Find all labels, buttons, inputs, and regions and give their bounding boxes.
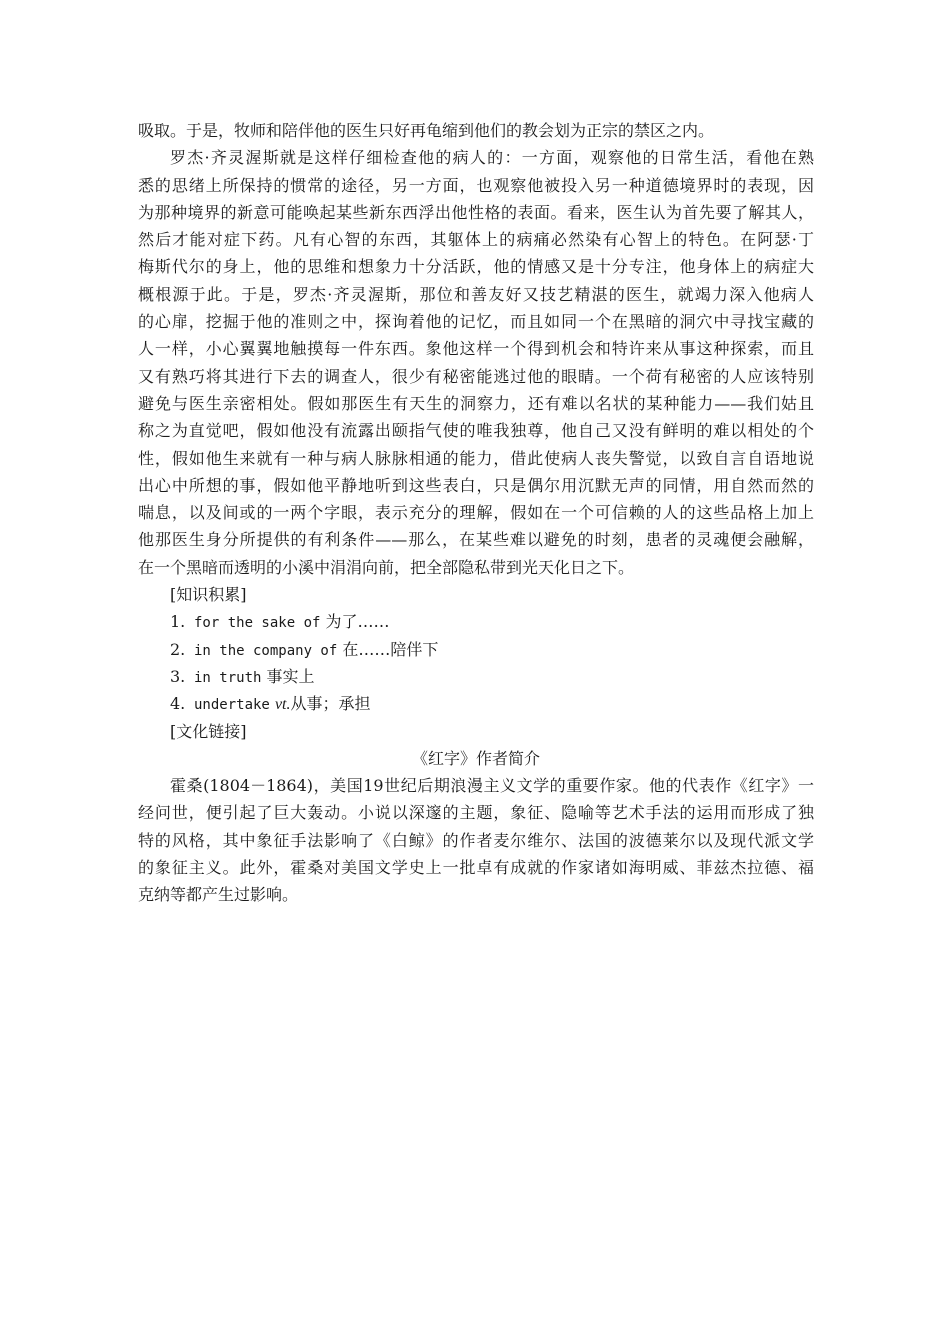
culture-title: 《红字》作者简介 [411, 748, 540, 768]
vocab-phrase: for the sake of [194, 615, 321, 632]
passage-line: 罗杰·齐灵渥斯就是这样仔细检查他的病人的：一方面，观察他的日常生活，看他在熟 [170, 148, 814, 168]
passage [138, 117, 814, 581]
passage-line: 喘息，以及间或的一两个字眼，表示充分的理解，假如在一个可信赖的人的这些品格上加上 [138, 503, 814, 523]
passage-line: 人一样，小心翼翼地触摸每一件东西。象他这样一个得到机会和特许来从事这种探索，而且 [138, 339, 814, 359]
passage-line: 梅斯代尔的身上，他的思维和想象力十分活跃，他的情感又是十分专注，他身体上的病症大 [138, 257, 814, 277]
vocab-item [138, 636, 814, 663]
vocab-phrase: undertake [194, 697, 270, 714]
document-page [138, 117, 814, 909]
vocab-phrase: in truth [194, 669, 262, 686]
passage-line: 他那医生身分所提供的有利条件——那么，在某些难以避免的时刻，患者的灵魂便会融解， [138, 530, 814, 550]
passage-line: 然后才能对症下药。凡有心智的东西，其躯体上的病痛必然染有心智上的特色。在阿瑟·丁 [138, 230, 814, 250]
vocab-meaning: 在……陪伴下 [342, 639, 439, 659]
vocab-number: 3. [170, 666, 186, 686]
vocab-number: 2. [170, 639, 186, 659]
vocab-part-of-speech: vt. [274, 696, 291, 714]
passage-line: 避免与医生亲密相处。假如那医生有天生的洞察力，还有难以名状的某种能力——我们姑且 [138, 393, 814, 413]
passage-line: 为那种境界的新意可能唤起某些新东西浮出他性格的表面。看来，医生认为首先要了解其人， [138, 202, 814, 222]
culture-line: 经问世，便引起了巨大轰动。小说以深邃的主题，象征、隐喻等艺术手法的运用而形成了独 [138, 803, 814, 823]
passage-line: 的心扉，挖掘于他的准则之中，探询着他的记忆，而且如同一个在黑暗的洞穴中寻找宝藏的 [138, 312, 814, 332]
passage-line: 称之为直觉吧，假如他没有流露出颐指气使的唯我独尊，他自己又没有鲜明的难以相处的个 [138, 421, 814, 441]
culture-line: 霍桑(1804－1864)，美国19世纪后期浪漫主义文学的重要作家。他的代表作《红字》一 [170, 776, 814, 796]
knowledge-section [138, 581, 814, 717]
culture-label: [文化链接] [170, 721, 247, 741]
culture-line: 的象征主义。此外，霍桑对美国文学史上一批卓有成就的作家诸如海明威、菲兹杰拉德、福 [138, 858, 814, 878]
vocab-phrase: in the company of [194, 642, 338, 659]
vocab-meaning: 为了…… [325, 612, 390, 632]
passage-line: 出心中所想的事，假如他平静地听到这些表白，只是偶尔用沉默无声的同情，用自然而然的 [138, 475, 814, 495]
vocab-number: 1. [170, 612, 186, 632]
vocab-item [138, 608, 814, 635]
culture-line: 克纳等都产生过影响。 [138, 885, 299, 905]
culture-line: 特的风格，其中象征手法影响了《白鲸》的作者麦尔维尔、法国的波德莱尔以及现代派文学 [138, 830, 814, 850]
passage-line: 又有熟巧将其进行下去的调查人，很少有秘密能逃过他的眼睛。一个荷有秘密的人应该特别 [138, 366, 814, 386]
passage-line: 性，假如他生来就有一种与病人脉脉相通的能力，借此使病人丧失警觉，以致自言自语地说 [138, 448, 814, 468]
vocab-item [138, 663, 814, 690]
passage-line: 吸取。于是，牧师和陪伴他的医生只好再龟缩到他们的教会划为正宗的禁区之内。 [138, 121, 715, 140]
passage-line: 概根源于此。于是，罗杰·齐灵渥斯，那位和善友好又技艺精湛的医生，就竭力深入他病人 [138, 284, 814, 304]
culture-section [138, 718, 814, 909]
knowledge-label: [知识积累] [170, 585, 247, 605]
vocab-number: 4. [170, 694, 186, 714]
vocab-meaning: 事实上 [266, 666, 315, 686]
vocab-item [138, 690, 814, 717]
passage-line: 在一个黑暗而透明的小溪中涓涓向前，把全部隐私带到光天化日之下。 [138, 557, 635, 577]
passage-line: 悉的思绪上所保持的惯常的途径，另一方面，也观察他被投入另一种道德境界时的表现，因 [138, 175, 814, 195]
vocab-meaning: 从事；承担 [290, 694, 371, 714]
